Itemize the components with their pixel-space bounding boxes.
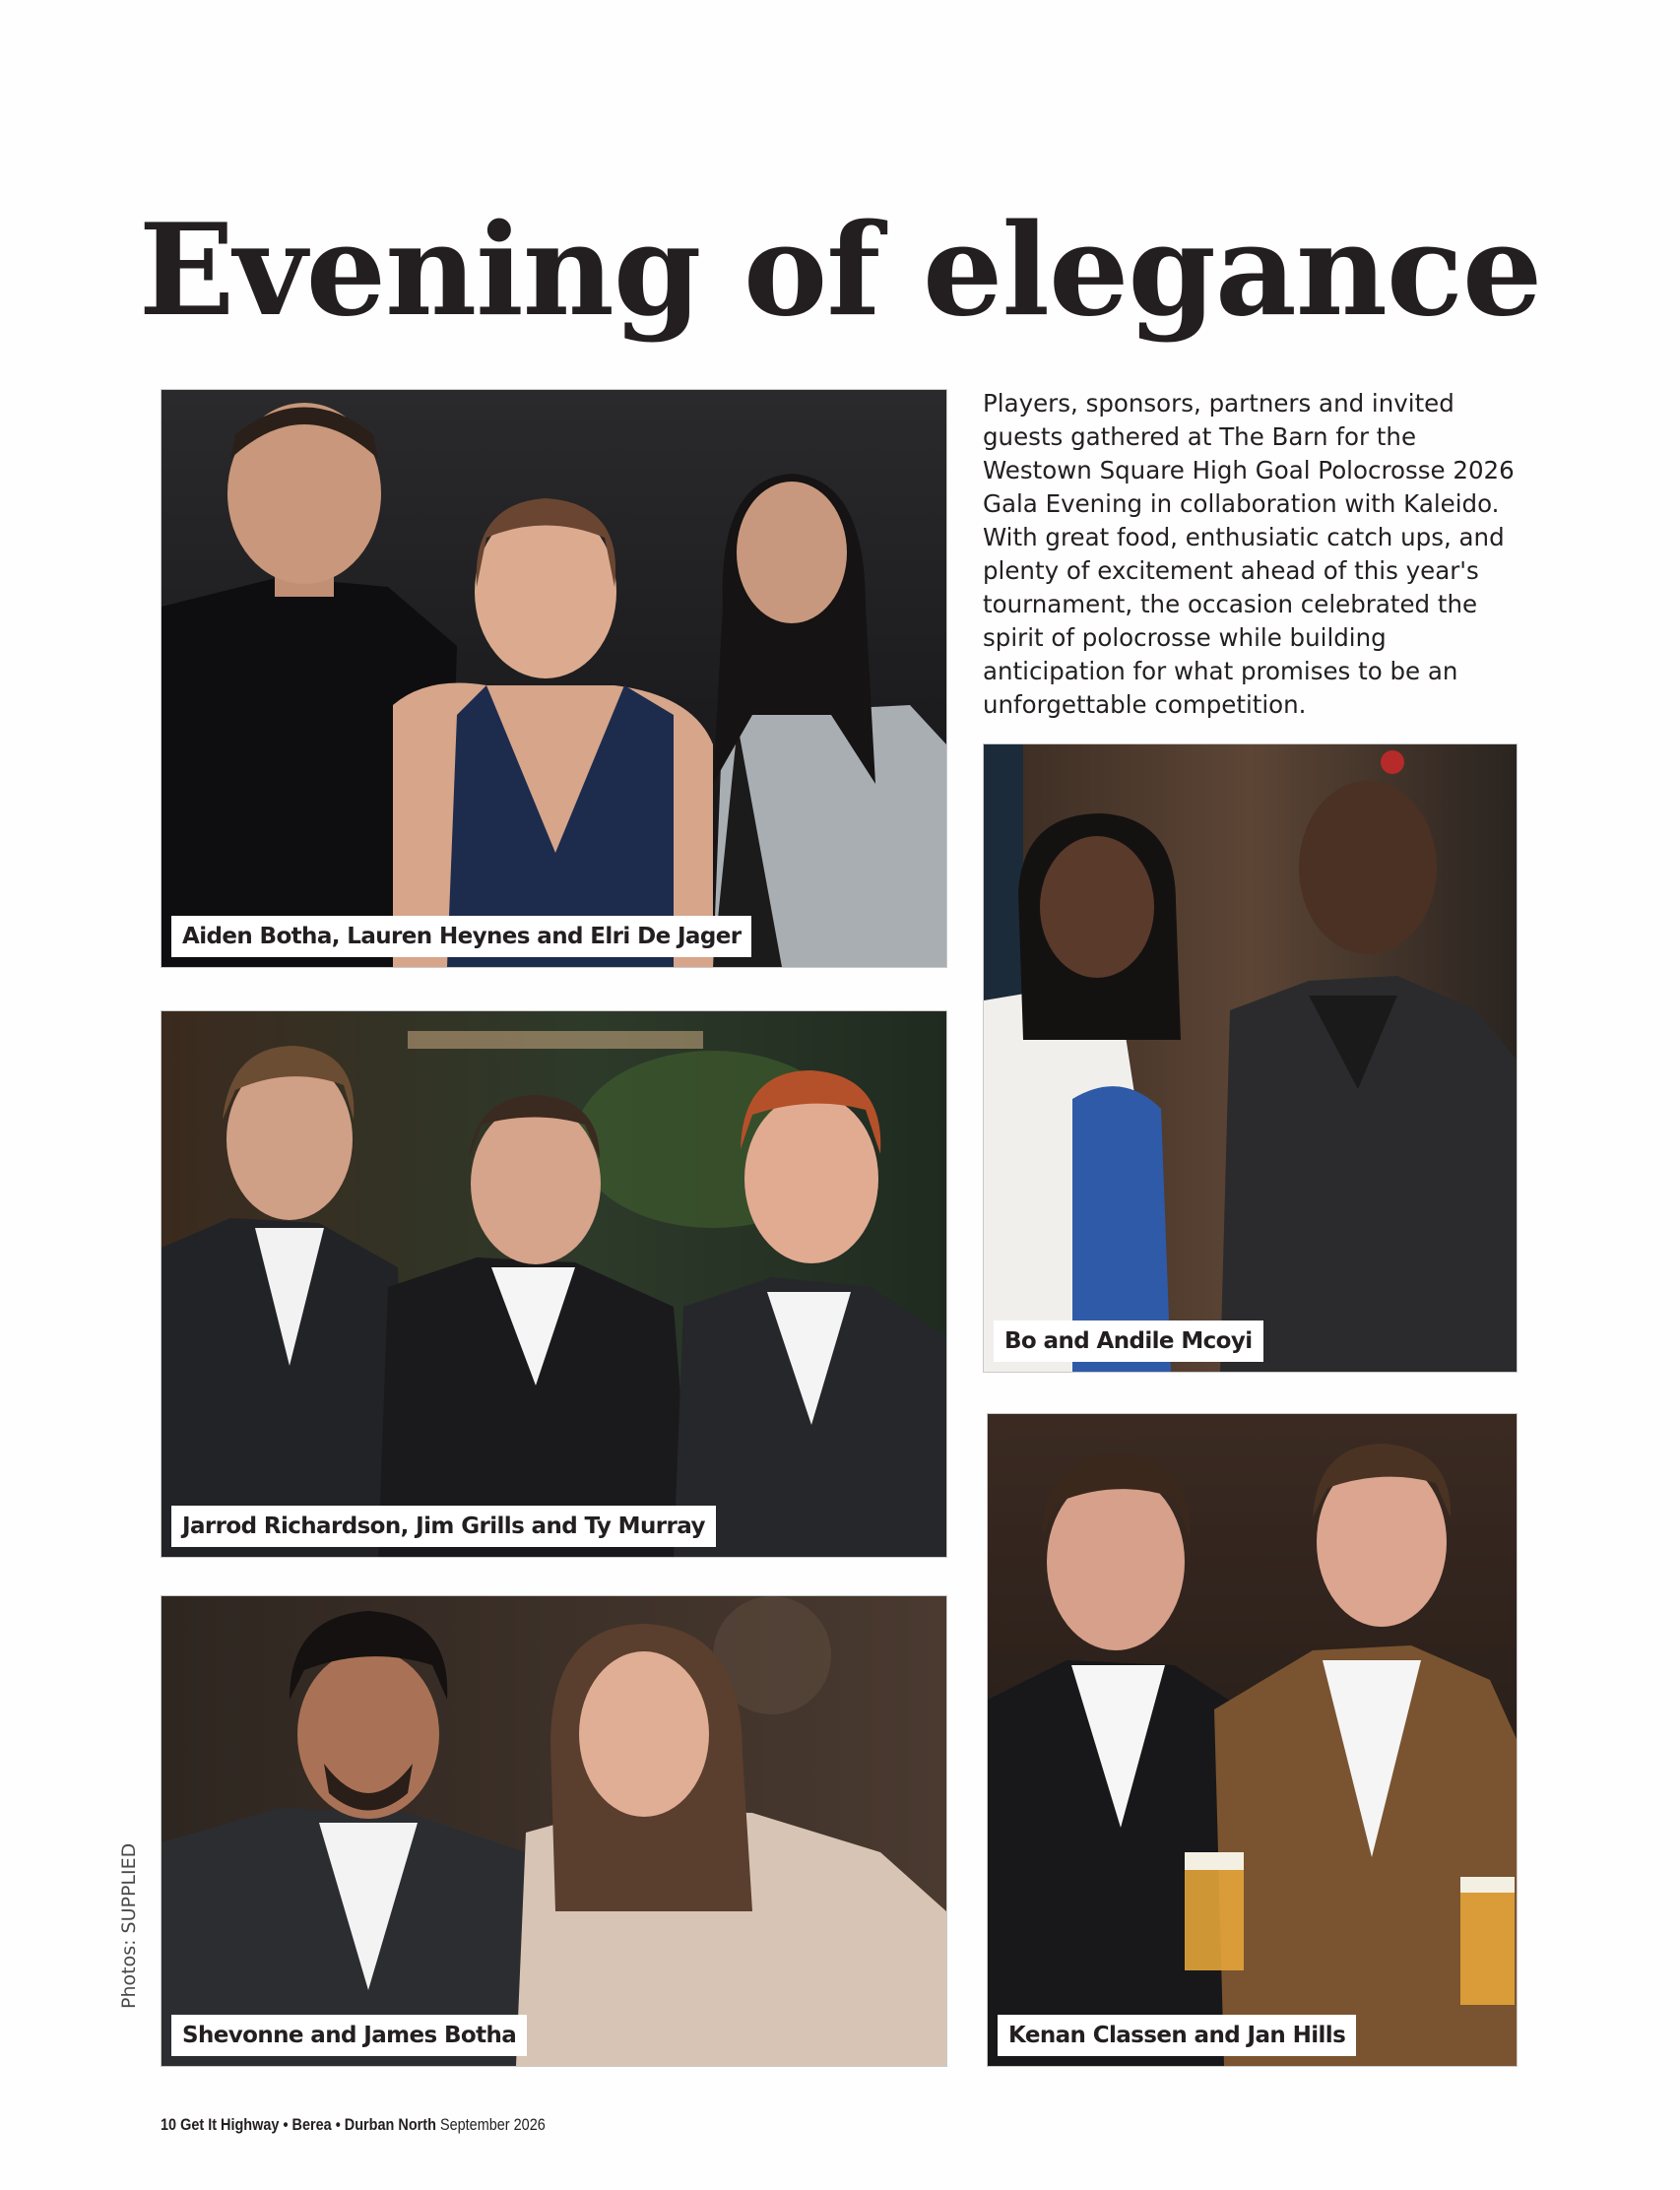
photo-credit: Photos: SUPPLIED <box>118 1842 140 2009</box>
photo-image <box>984 744 1517 1372</box>
photo-caption: Jarrod Richardson, Jim Grills and Ty Murray <box>171 1506 716 1547</box>
photo-shevonne-james-botha <box>161 1595 947 2067</box>
headline: Evening of elegance <box>138 197 1542 345</box>
photo-caption: Bo and Andile Mcoyi <box>994 1320 1263 1362</box>
footer-publication: 10 Get It Highway • Berea • Durban North <box>161 2115 436 2134</box>
photo-caption: Shevonne and James Botha <box>171 2015 527 2056</box>
photo-aiden-lauren-elri <box>161 389 947 968</box>
photo-caption: Aiden Botha, Lauren Heynes and Elri De Jager <box>171 916 751 957</box>
photo-image <box>162 1596 946 2066</box>
photo-image <box>988 1414 1517 2066</box>
photo-bo-andile-mcoyi <box>983 743 1518 1373</box>
footer-issue: September 2026 <box>439 2115 546 2134</box>
photo-caption: Kenan Classen and Jan Hills <box>998 2015 1356 2056</box>
photo-image <box>162 390 946 967</box>
photo-jarrod-jim-ty <box>161 1010 947 1558</box>
photo-image <box>162 1011 946 1557</box>
page-footer <box>161 2115 546 2135</box>
intro-paragraph: Players, sponsors, partners and invited guests gathered at The Barn for the Westown Square High Goal Polocrosse 2026 Gala Evening in collaboration with Kaleido. With great food, enthusiatic catch ups, and plenty of excitement ahead of this year's tournament, the occasion celebrated the spirit of polocrosse while building anticipation for what promises to be an unforgettable competition. <box>983 389 1515 719</box>
photo-kenan-jan <box>987 1413 1518 2067</box>
